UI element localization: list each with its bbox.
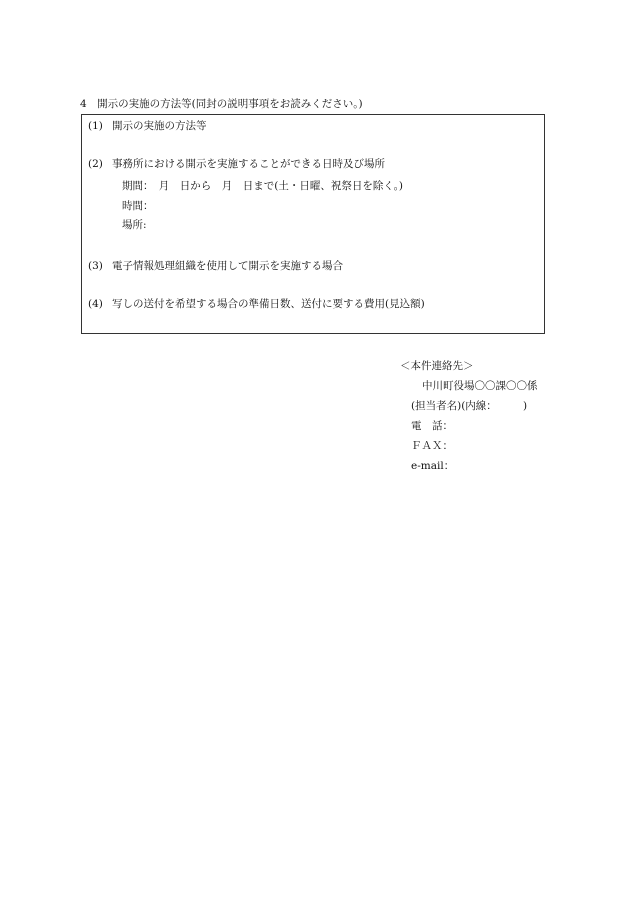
schedule-period: 期間： 月 日から 月 日まで(土・日曜、祝祭日を除く。) <box>122 180 403 192</box>
contact-office: 中川町役場〇〇課〇〇係 <box>422 380 538 392</box>
contact-title: ＜本件連絡先＞ <box>400 360 474 372</box>
item-2 <box>88 158 385 171</box>
item-4-text: 写しの送付を希望する場合の準備日数、送付に要する費用(見込額) <box>112 298 425 310</box>
schedule-time: 時間： <box>122 200 154 212</box>
item-1 <box>88 120 207 133</box>
item-2-text: 事務所における開示を実施することができる日時及び場所 <box>112 158 385 170</box>
contact-fax: ＦＡＸ： <box>411 440 453 452</box>
item-1-number: (1) <box>88 120 103 132</box>
item-1-text: 開示の実施の方法等 <box>112 120 207 132</box>
item-3-number: (3) <box>88 260 103 272</box>
contact-email: e-mail： <box>411 460 455 472</box>
item-3-text: 電子情報処理組織を使用して開示を実施する場合 <box>112 260 343 272</box>
schedule-place: 場所: <box>122 219 147 231</box>
item-4-number: (4) <box>88 298 103 310</box>
item-2-number: (2) <box>88 158 103 170</box>
disclosure-heading: 4 開示の実施の方法等(同封の説明事項をお読みください。) <box>80 98 363 110</box>
item-3 <box>88 260 343 273</box>
contact-person: (担当者名)(内線： ) <box>411 400 528 412</box>
item-4 <box>88 298 425 311</box>
contact-phone: 電 話： <box>411 420 453 432</box>
